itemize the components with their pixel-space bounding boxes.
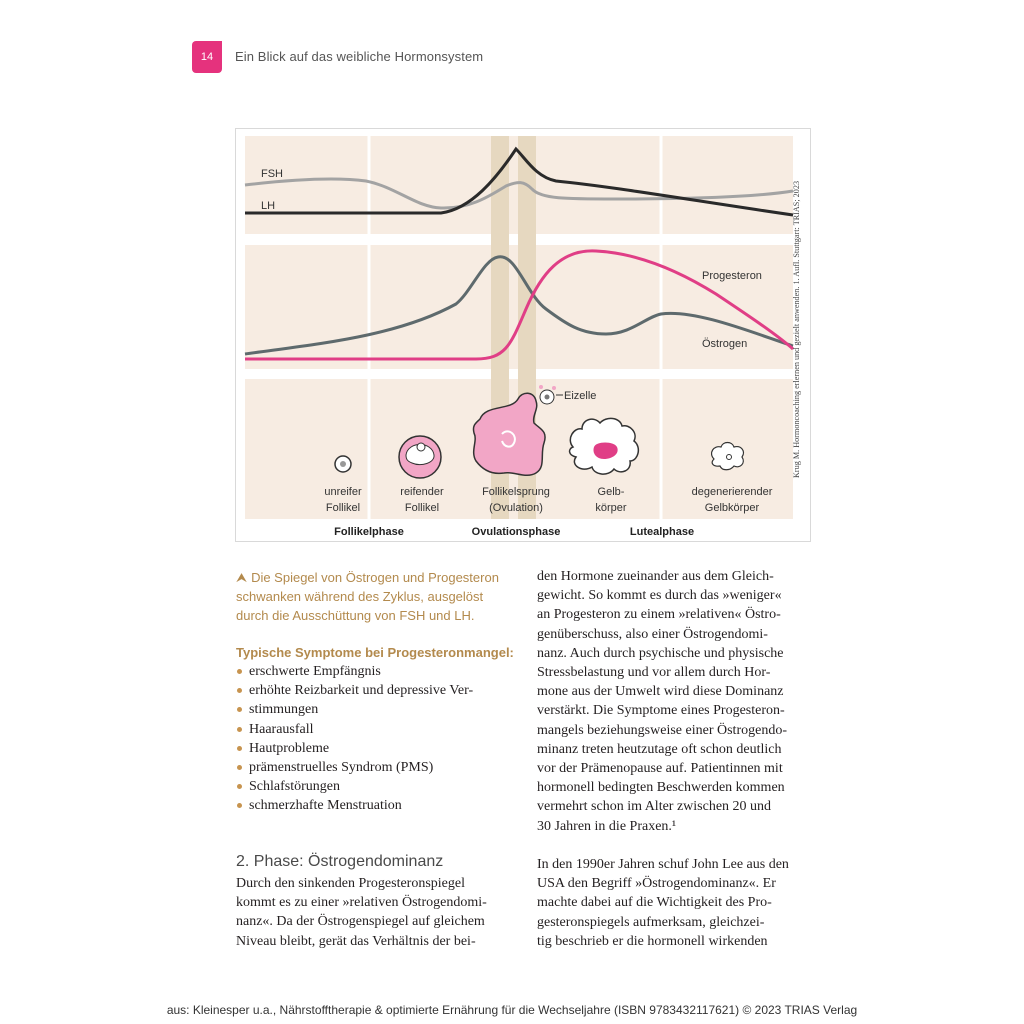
phase-follikel: Follikelphase [334,526,404,538]
oestrogen-label: Östrogen [702,338,748,350]
phase-ovulation: Ovulationsphase [471,526,561,538]
unreifer-follikel-illustration [335,456,351,472]
body-line: minanz treten heutzutage oft schon deutlich [537,741,782,757]
body-line: USA den Begriff »Östrogendominanz«. Er [537,876,776,892]
body-line: den Hormone zueinander aus dem Gleich- [537,569,774,584]
symptoms-list [236,662,473,816]
symptom-item: Schlafstörungen [236,777,473,796]
phase-luteal: Lutealphase [629,526,695,538]
lh-label: LH [261,200,276,212]
running-title: Ein Blick auf das weibliche Hormonsystem [235,49,484,64]
body-line: Niveau bleibt, gerät das Verhältnis der bei- [236,933,476,949]
body-line: nanz«. Da der Östrogenspiegel auf gleichem [236,914,485,930]
symptom-continuation-text: stimmungen [249,702,319,718]
symptom-item: Hautprobleme [236,739,473,758]
body-line: 30 Jahren in die Praxen.¹ [537,818,677,834]
stage-1-line1: unreifer [324,486,362,498]
page-number: 14 [200,51,214,63]
stage-5-line2: Gelbkörper [704,502,760,514]
body-line: Stressbelastung und vor allem durch Hor- [537,665,771,681]
hormone-cycle-figure [235,128,811,542]
body-line: Durch den sinkenden Progesteronspiegel [236,876,465,891]
right-paragraph-2 [537,855,827,951]
fsh-label: FSH [261,168,283,180]
stage-4-line2: körper [595,502,627,514]
symptom-item-continuation [236,700,473,719]
symptom-item: erschwerte Empfängnis [236,662,473,681]
body-line: vermehrt schon im Alter zwischen 20 und [537,799,772,815]
caption-arrow-icon: ⮝ [236,570,248,585]
stage-1-line2: Follikel [325,502,361,514]
body-line: In den 1990er Jahren schuf John Lee aus den [537,857,789,872]
body-line: gewicht. So kommt es durch das »weniger« [537,588,782,604]
body-line: mangels beziehungsweise einer Östrogendo- [537,722,787,738]
figure-caption [236,568,526,625]
symptom-item: erhöhte Reizbarkeit und depressive Ver- [236,681,473,700]
body-line: mone aus der Umwelt wird diese Dominanz [537,684,784,700]
page-footer: aus: Kleinesper u.a., Nährstofftherapie & optimierte Ernährung für die Wechseljahre (ISBN 9783432117621) © 2023 TRIAS Verlag [166,1003,858,1017]
hormone-cycle-diagram [236,129,810,541]
degenerierender-gelbkoerper-illustration [712,443,744,470]
body-line: kommt es zu einer »relativen Östrogendomi- [236,895,487,911]
stage-2-line2: Follikel [404,502,440,514]
section-heading: 2. Phase: Östrogendominanz [236,853,444,870]
body-line: nanz. Auch durch psychische und physische [537,645,784,661]
symptom-item: prämenstruelles Syndrom (PMS) [236,758,473,777]
caption-line-3: durch die Ausschüttung von FSH und LH. [236,608,475,623]
body-line: hormonell bedingten Beschwerden kommen [537,780,785,796]
body-line: machte dabei auf die Wichtigkeit des Pro- [537,895,772,911]
progesteron-label: Progesteron [702,270,762,282]
symptom-item: Haarausfall [236,720,473,739]
right-paragraph-1 [537,567,827,836]
body-line: genüberschuss, also einer Östrogendomi- [537,626,768,642]
eizelle-label: Eizelle [564,390,597,402]
figure-credit: Krug M. Hormoncoaching erlernen und gezielt anwenden. 1. Aufl. Stuttgart: TRIAS; 2023 [792,180,801,478]
stage-4-line1: Gelb- [597,486,625,498]
stage-2-line1: reifender [400,486,444,498]
page-number-badge [192,41,222,73]
body-line: tig beschrieb er die hormonell wirkenden [537,933,768,949]
caption-line-1: Die Spiegel von Östrogen und Progesteron [251,570,499,585]
body-line: gesteronspiegels aufmerksam, gleichzei- [537,914,765,930]
body-line: verstärkt. Die Symptome eines Progesteron- [537,703,785,719]
symptom-item: schmerzhafte Menstruation [236,796,473,815]
symptoms-heading: Typische Symptome bei Progesteronmangel: [236,645,514,660]
stage-3-line1: Follikelsprung [482,486,550,498]
stage-5-line1: degenerierender [691,486,773,498]
caption-line-2: schwanken während des Zyklus, ausgelöst [236,589,484,604]
reifender-follikel-illustration [399,436,441,478]
body-line: vor der Prämenopause auf. Patientinnen mit [537,761,783,777]
stage-3-line2: (Ovulation) [489,502,543,514]
left-body-text [236,874,526,951]
body-line: an Progesteron zu einem »relativen« Östro- [537,607,781,623]
